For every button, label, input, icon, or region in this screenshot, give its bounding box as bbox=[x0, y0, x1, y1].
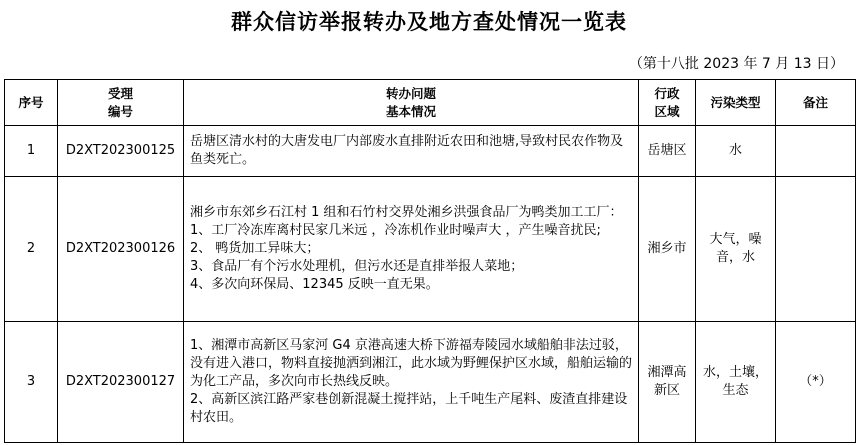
row-seq: 3 bbox=[5, 322, 58, 443]
issue-line: 2、高新区滨江路严家巷创新混凝土搅拌站，上千吨生产尾料、废渣直排建设村农田。 bbox=[190, 392, 628, 425]
row-issue bbox=[184, 322, 639, 443]
row-remark: （*） bbox=[776, 322, 856, 443]
issue-line: 1、工厂冷冻库离村民家几米远 ，冷冻机作业时噪声大 ，产生噪音扰民; bbox=[190, 223, 601, 238]
header-issue-line1: 转办问题 bbox=[385, 85, 436, 101]
header-pollution: 污染类型 bbox=[696, 80, 776, 126]
issue-line: 3、食品厂有个污水处理机，但污水还是直排举报人菜地； bbox=[190, 259, 524, 274]
row-region: 湘乡市 bbox=[639, 177, 696, 322]
header-seq: 序号 bbox=[5, 80, 58, 126]
issue-line: 2、 鸭货加工异味大； bbox=[190, 241, 320, 256]
row-pollution: 水，土壤，生态 bbox=[696, 322, 776, 443]
document-title: 群众信访举报转办及地方查处情况一览表 bbox=[231, 10, 627, 34]
table-row bbox=[5, 126, 856, 177]
header-region-line2: 区域 bbox=[654, 103, 680, 119]
header-region bbox=[639, 80, 696, 126]
issue-line: 1、湘潭市高新区马家河 G4 京港高速大桥下游福寿陵园水域船舶非法过驳，没有进入港口，物料直接抛洒到湘江，此水域为野鲤保护区水域，船舶运输的为化工产品，多次向市长热线反映。 bbox=[190, 338, 633, 389]
row-region: 岳塘区 bbox=[639, 126, 696, 177]
batch-date: （第十八批 2023 年 7 月 13 日） bbox=[628, 56, 844, 72]
issue-line: 湘乡市东郊乡石江村 1 组和石竹村交界处湘乡洪强食品厂为鸭类加工工厂： bbox=[190, 205, 623, 220]
complaint-table bbox=[4, 79, 856, 443]
table-row bbox=[5, 177, 856, 322]
issue-line: 4、多次向环保局、12345 反映一直无果。 bbox=[190, 277, 439, 292]
header-accept-no-line2: 编号 bbox=[107, 103, 133, 119]
header-accept-no bbox=[58, 80, 184, 126]
header-issue bbox=[184, 80, 639, 126]
row-issue bbox=[184, 126, 639, 177]
row-accept-no: D2XT202300125 bbox=[58, 126, 184, 177]
header-remark: 备注 bbox=[776, 80, 856, 126]
row-seq: 1 bbox=[5, 126, 58, 177]
row-issue bbox=[184, 177, 639, 322]
header-issue-line2: 基本情况 bbox=[385, 103, 436, 119]
row-pollution: 大气，噪音，水 bbox=[696, 177, 776, 322]
row-accept-no: D2XT202300126 bbox=[58, 177, 184, 322]
table-row bbox=[5, 322, 856, 443]
header-region-line1: 行政 bbox=[654, 85, 680, 101]
row-remark bbox=[776, 177, 856, 322]
row-region: 湘潭高新区 bbox=[639, 322, 696, 443]
row-remark bbox=[776, 126, 856, 177]
issue-line: 岳塘区清水村的大唐发电厂内部废水直排附近农田和池塘,导致村民农作物及鱼类死亡。 bbox=[190, 134, 624, 167]
row-accept-no: D2XT202300127 bbox=[58, 322, 184, 443]
row-pollution: 水 bbox=[696, 126, 776, 177]
header-accept-no-line1: 受理 bbox=[107, 85, 133, 101]
row-seq: 2 bbox=[5, 177, 58, 322]
table-header-row bbox=[5, 80, 856, 126]
